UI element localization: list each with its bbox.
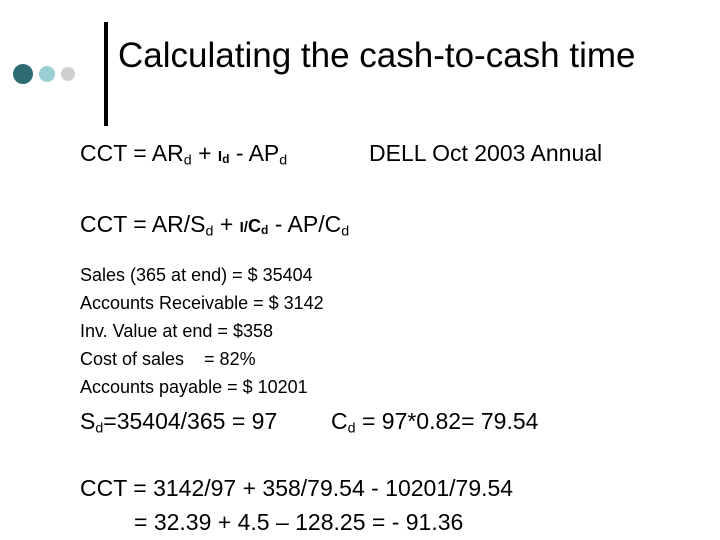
- formula-cct-ratios: [80, 211, 349, 238]
- formula2-inv: I/: [239, 219, 248, 236]
- formula-ap-sub: d: [279, 152, 288, 169]
- sd-s-rest: =35404/365 = 97: [103, 408, 278, 434]
- cd-c-rest: = 97*0.82= 79.54: [361, 408, 539, 434]
- formula2-ar: CCT = AR/S: [80, 211, 206, 237]
- dot-light-teal: [39, 66, 55, 82]
- bullet-dots-decoration: [13, 64, 75, 84]
- result-line-1: CCT = 3142/97 + 358/79.54 - 10201/79.54: [80, 475, 514, 501]
- fact-accounts-payable: Accounts payable = $ 10201: [80, 377, 308, 397]
- fact-cost-of-sales: Cost of sales = 82%: [80, 349, 256, 369]
- formula2-ap: AP/C: [287, 211, 342, 237]
- formula-ap: - AP: [235, 140, 280, 166]
- formula-cct-days: [80, 140, 287, 167]
- dell-label: DELL Oct 2003 Annual: [369, 140, 603, 166]
- formula-inv-sub: d: [222, 151, 230, 166]
- dot-gray: [61, 67, 75, 81]
- formula-ar-sub: d: [183, 152, 192, 169]
- formula-plus: +: [198, 140, 212, 166]
- formula2-plus: +: [219, 211, 234, 237]
- dot-dark-teal: [13, 64, 33, 84]
- cd-c: C: [331, 408, 348, 434]
- fact-accounts-receivable: Accounts Receivable = $ 3142: [80, 293, 324, 313]
- cd-calculation: [331, 408, 538, 435]
- formula2-minus: -: [274, 211, 283, 237]
- sd-s-sub: d: [95, 420, 104, 437]
- title-divider: [104, 22, 108, 126]
- formula2-c: C: [247, 216, 261, 236]
- formula2-c-sub: d: [260, 222, 269, 237]
- fact-inventory-value: Inv. Value at end = $358: [80, 321, 273, 341]
- result-line-2: = 32.39 + 4.5 – 128.25 = - 91.36: [134, 509, 464, 535]
- sd-calculation: [80, 408, 277, 435]
- sd-s: S: [80, 408, 96, 434]
- cd-c-sub: d: [347, 420, 356, 437]
- formula-inv: I: [217, 148, 223, 165]
- slide-title: Calculating the cash-to-cash time: [118, 36, 636, 75]
- fact-sales: Sales (365 at end) = $ 35404: [80, 265, 313, 285]
- formula-ar: CCT = AR: [80, 140, 184, 166]
- formula2-s-sub: d: [205, 223, 214, 240]
- formula2-ap-sub: d: [341, 223, 350, 240]
